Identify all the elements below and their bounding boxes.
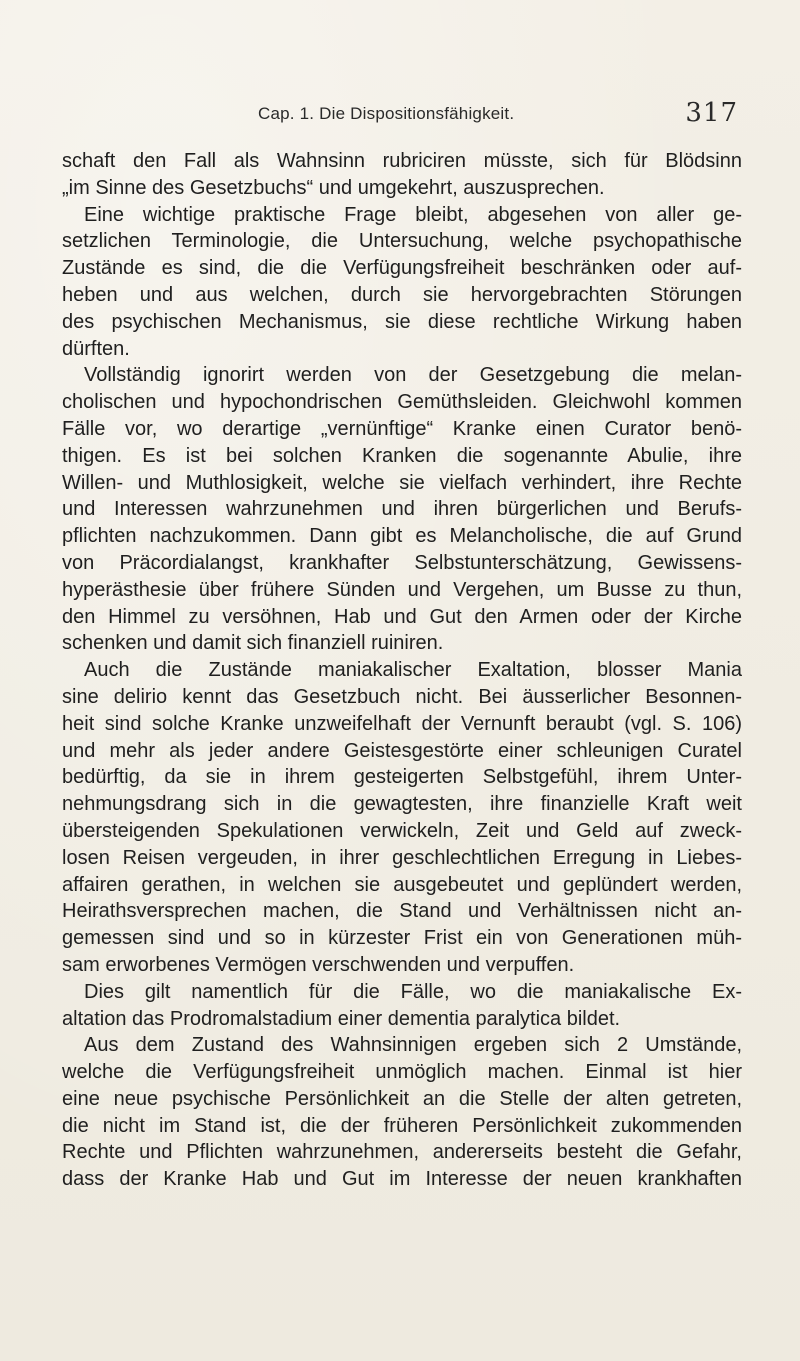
text-line: dürften. [62,337,130,360]
text-line: des psychischen Mechanismus, sie diese rechtliche Wirkung haben [62,310,742,333]
text-line: nehmungsdrang sich in die gewagtesten, ihre finanzielle Kraft weit [62,793,742,816]
text-line: übersteigenden Spekulationen verwickeln, Zeit und Geld auf zweck- [62,819,742,842]
text-line: Vollständig ignorirt werden von der Gesetzgebung die melan- [84,364,742,387]
page-number: 317 [685,98,738,128]
text-line: schenken und damit sich finanziell ruiniren. [62,632,444,655]
running-header [258,98,738,132]
text-line: sine delirio kennt das Gesetzbuch nicht. Bei äusserlicher Besonnen- [62,685,742,708]
text-line: pflichten nachzukommen. Dann gibt es Melancholische, die auf Grund [62,525,742,548]
text-line: dass der Kranke Hab und Gut im Interesse der neuen krankhaften [62,1168,742,1191]
text-line: Aus dem Zustand des Wahnsinnigen ergeben sich 2 Umstände, [84,1034,742,1057]
body-text [62,148,742,1193]
text-line: Rechte und Pflichten wahrzunehmen, andererseits besteht die Gefahr, [62,1141,742,1164]
text-line: heben und aus welchen, durch sie hervorgebrachten Störungen [62,283,742,306]
text-line: Auch die Zustände maniakalischer Exaltation, blosser Mania [84,659,742,682]
text-line: schaft den Fall als Wahnsinn rubriciren müsste, sich für Blödsinn [62,150,742,172]
text-line: Fälle vor, wo derartige „vernünftige“ Kranke einen Curator benö- [62,417,742,440]
text-line: „im Sinne des Gesetzbuchs“ und umgekehrt, auszusprechen. [62,176,605,199]
text-line: und Interessen wahrzunehmen und ihren bürgerlichen und Berufs- [62,498,742,521]
text-line: welche die Verfügungsfreiheit unmöglich machen. Einmal ist hier [62,1061,742,1084]
text-line: Zustände es sind, die die Verfügungsfreiheit beschränken oder auf- [62,257,742,280]
text-line: eine neue psychische Persönlichkeit an die Stelle der alten getreten, [62,1087,742,1110]
text-line: cholischen und hypochondrischen Gemüthsleiden. Gleichwohl kommen [62,391,742,414]
text-line: Willen- und Muthlosigkeit, welche sie vielfach verhindert, ihre Rechte [62,471,742,494]
text-line: setzlichen Terminologie, die Untersuchung, welche psychopathische [62,230,742,253]
text-line: bedürftig, da sie in ihrem gesteigerten Selbstgefühl, ihrem Unter- [62,766,742,789]
text-line: sam erworbenes Vermögen verschwenden und verpuffen. [62,953,575,976]
text-line: Heirathsversprechen machen, die Stand und Verhältnissen nicht an- [62,900,742,923]
text-line: und mehr als jeder andere Geistesgestörte einer schleunigen Curatel [62,739,742,762]
text-line: altation das Prodromalstadium einer dementia paralytica bildet. [62,1007,621,1030]
text-line: den Himmel zu versöhnen, Hab und Gut den Armen oder der Kirche [62,605,742,628]
text-line: gemessen sind und so in kürzester Frist ein von Generationen müh- [62,927,742,950]
text-line: thigen. Es ist bei solchen Kranken die sogenannte Abulie, ihre [62,444,742,467]
text-line: heit sind solche Kranke unzweifelhaft der Vernunft beraubt (vgl. S. 106) [62,712,742,735]
text-line: affairen gerathen, in welchen sie ausgebeutet und geplündert werden, [62,873,742,896]
text-line: Dies gilt namentlich für die Fälle, wo die maniakalische Ex- [84,980,742,1003]
text-line: Eine wichtige praktische Frage bleibt, abgesehen von aller ge- [84,203,742,226]
text-line: die nicht im Stand ist, die der früheren Persönlichkeit zukommenden [62,1114,742,1137]
running-title: Cap. 1. Die Dispositionsfähigkeit. [258,104,515,123]
text-line: von Präcordialangst, krankhafter Selbstunterschätzung, Gewissens- [62,551,742,574]
text-line: losen Reisen vergeuden, in ihrer geschlechtlichen Erregung in Liebes- [62,846,742,869]
text-line: hyperästhesie über frühere Sünden und Vergehen, um Busse zu thun, [62,578,742,601]
